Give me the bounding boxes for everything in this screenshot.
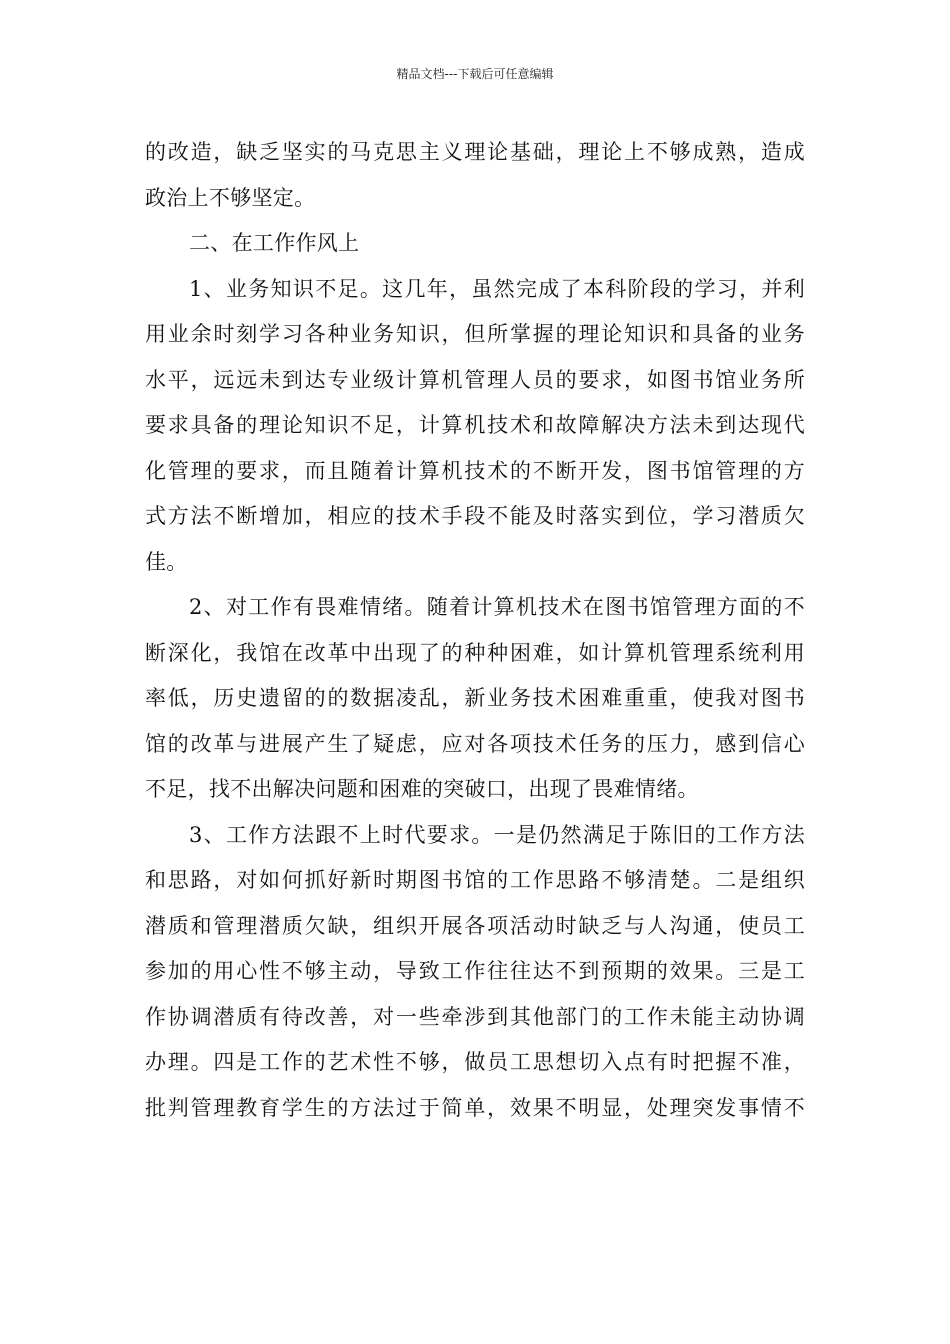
text-line: 办理。四是工作的艺术性不够，做员工思想切入点有时把握不准， — [145, 1050, 805, 1074]
text-line: 批判管理教育学生的方法过于简单，效果不明显，处理突发事情不 — [145, 1095, 805, 1120]
text-line: 3、工作方法跟不上时代要求。一是仍然满足于陈旧的工作方法 — [189, 822, 805, 847]
text-line: 1、业务知识不足。这几年，虽然完成了本科阶段的学习，并利 — [189, 276, 805, 301]
text-line: 的改造，缺乏坚实的马克思主义理论基础，理论上不够成熟，造成 — [145, 140, 805, 164]
text-line: 2、对工作有畏难情绪。随着计算机技术在图书馆管理方面的不 — [189, 595, 805, 619]
text-line: 率低，历史遗留的的数据凌乱，新业务技术困难重重，使我对图书 — [145, 686, 805, 710]
text-line: 式方法不断增加，相应的技术手段不能及时落实到位，学习潜质欠 — [145, 504, 805, 528]
page-header: 精品文档---下载后可任意编辑 — [396, 67, 554, 81]
text-line: 潜质和管理潜质欠缺，组织开展各项活动时缺乏与人沟通，使员工 — [145, 913, 805, 938]
text-line: 用业余时刻学习各种业务知识，但所掌握的理论知识和具备的业务 — [145, 322, 805, 346]
text-line: 政治上不够坚定。 — [145, 185, 316, 210]
text-line: 和思路，对如何抓好新时期图书馆的工作思路不够清楚。二是组织 — [145, 868, 805, 892]
text-line: 作协调潜质有待改善，对一些牵涉到其他部门的工作未能主动协调 — [145, 1004, 805, 1029]
text-line: 参加的用心性不够主动，导致工作往往达不到预期的效果。三是工 — [145, 959, 805, 983]
text-line: 化管理的要求，而且随着计算机技术的不断开发，图书馆管理的方 — [145, 458, 805, 483]
section-heading: 二、在工作作风上 — [189, 231, 360, 255]
text-line: 馆的改革与进展产生了疑虑，应对各项技术任务的压力，感到信心 — [145, 731, 805, 756]
text-line: 佳。 — [145, 549, 188, 574]
text-line: 要求具备的理论知识不足，计算机技术和故障解决方法未到达现代 — [145, 413, 805, 437]
document-body — [145, 130, 805, 1131]
text-line: 断深化，我馆在改革中出现了的种种困难，如计算机管理系统利用 — [145, 640, 805, 665]
text-line: 不足，找不出解决问题和困难的突破口，出现了畏难情绪。 — [145, 777, 699, 801]
text-line: 水平，远远未到达专业级计算机管理人员的要求，如图书馆业务所 — [145, 367, 805, 392]
